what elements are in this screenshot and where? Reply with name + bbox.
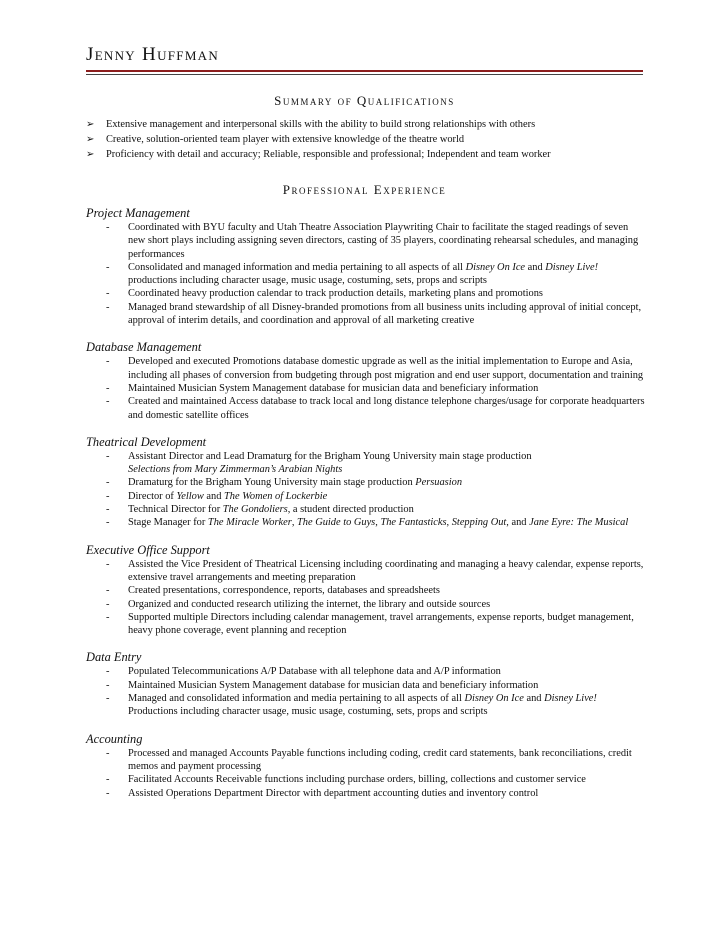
italic-title-text: Disney On Ice	[464, 693, 524, 705]
item-text: and	[525, 261, 546, 273]
item-text: Assistant Director and Lead Dramaturg for the Brigham Young University main stage production	[128, 450, 532, 462]
experience-item	[86, 787, 646, 800]
dash-bullet: -	[106, 504, 110, 516]
experience-item-list	[86, 665, 646, 718]
experience-item-list	[86, 450, 646, 530]
experience-item	[86, 490, 646, 503]
dash-bullet: -	[106, 666, 110, 678]
candidate-name: Jenny Huffman	[86, 44, 220, 65]
item-text: ,	[446, 517, 452, 529]
item-text: ,	[375, 517, 381, 529]
item-text: Created and maintained Access database to track local and long distance telephone charges/usage for corporate headquarters and domestic satellite offices	[128, 396, 645, 421]
item-text: Technical Director for	[128, 504, 223, 516]
item-text: Processed and managed Accounts Payable functions including coding, credit card statements, bank reconciliations, credit memos and payment processing	[128, 747, 632, 772]
italic-title-text: Selections from Mary Zimmerman’s Arabian Nights	[128, 464, 343, 476]
experience-item	[86, 584, 646, 597]
experience-group	[86, 732, 646, 800]
experience-group	[86, 543, 646, 638]
item-text: Created presentations, correspondence, reports, databases and spreadsheets	[128, 585, 440, 597]
experience-group	[86, 435, 646, 530]
experience-group-title: Accounting	[86, 731, 143, 746]
summary-item	[86, 132, 646, 147]
summary-list	[86, 117, 646, 162]
item-text: ,	[291, 517, 298, 529]
item-text: and	[203, 490, 225, 502]
italic-title-text: The Fantasticks	[380, 517, 447, 529]
italic-title-text: Disney Live!	[544, 693, 597, 705]
arrow-bullet-icon: ➢	[86, 149, 95, 160]
item-text: Maintained Musician System Management database for musician data and beneficiary information	[128, 382, 539, 394]
item-text: Supported multiple Directors including calendar management, travel arrangements, expense reports, budget management, heavy phone coverage, event planning and reception	[128, 611, 634, 637]
dash-bullet: -	[106, 517, 110, 529]
item-text: Productions including character usage, music usage, costuming, sets, props and scripts	[128, 706, 488, 718]
item-text: , and	[506, 517, 530, 529]
dash-bullet: -	[106, 611, 110, 623]
experience-section	[86, 206, 646, 813]
italic-title-text: The Women of Lockerbie	[224, 490, 328, 502]
item-text: Developed and executed Promotions database domestic upgrade as well as the initial implementation to Europe and Asia, including all phases of conversion from budgeting through post migration and end user support, documentation and training	[128, 356, 644, 381]
item-text: and	[523, 693, 545, 705]
italic-title-text: Disney Live!	[545, 261, 599, 273]
italic-title-text: Persuasion	[415, 477, 463, 489]
experience-item	[86, 476, 646, 489]
italic-title-text: The Gondoliers	[222, 504, 288, 516]
italic-title-text: The Miracle Worker	[207, 517, 292, 529]
dash-bullet: -	[106, 382, 110, 394]
experience-item	[86, 301, 646, 328]
experience-group-title: Theatrical Development	[86, 434, 207, 449]
dash-bullet: -	[106, 693, 110, 705]
item-text: , a student directed production	[287, 504, 414, 516]
arrow-bullet-icon: ➢	[86, 134, 95, 145]
experience-item-list	[86, 355, 646, 421]
experience-item	[86, 679, 646, 692]
item-text: Consolidated and managed information and media pertaining to all aspects of all	[128, 261, 466, 273]
experience-item	[86, 598, 646, 611]
item-text: Maintained Musician System Management database for musician data and beneficiary information	[128, 679, 539, 691]
experience-group	[86, 340, 646, 421]
dash-bullet: -	[106, 747, 110, 759]
item-text: Coordinated heavy production calendar to track production details, marketing plans and promotions	[128, 288, 543, 300]
header-rule-dark	[86, 74, 643, 75]
italic-title-text: Yellow	[176, 490, 204, 502]
item-text: Organized and conducted research utilizing the internet, the library and outside sources	[128, 598, 491, 610]
experience-item	[86, 261, 646, 288]
item-text: Director of	[128, 490, 177, 502]
dash-bullet: -	[106, 585, 110, 597]
experience-item	[86, 516, 646, 529]
header-rule-red	[86, 70, 643, 72]
dash-bullet: -	[106, 477, 110, 489]
experience-item	[86, 692, 646, 719]
experience-group	[86, 650, 646, 718]
dash-bullet: -	[106, 261, 110, 273]
experience-item	[86, 395, 646, 422]
item-text: Managed and consolidated information and media pertaining to all aspects of all	[128, 693, 465, 705]
item-text: Stage Manager for	[128, 517, 208, 529]
italic-title-text: Jane Eyre: The Musical	[529, 517, 629, 529]
item-text: Managed brand stewardship of all Disney-branded promotions from all business units including approval of initial concept, approval of interim details, and coordination and approval of all marketing creative	[128, 301, 642, 327]
summary-item	[86, 117, 646, 132]
item-text: Assisted Operations Department Director with department accounting duties and inventory control	[128, 787, 539, 799]
experience-title: Professional Experience	[282, 182, 447, 197]
experience-item	[86, 503, 646, 516]
experience-group-title: Project Management	[86, 206, 190, 220]
experience-group	[86, 206, 646, 327]
italic-title-text: Disney On Ice	[465, 261, 526, 273]
summary-item-text: Creative, solution-oriented team player with extensive knowledge of the theatre world	[106, 134, 465, 145]
experience-group-title: Database Management	[86, 340, 202, 355]
experience-item	[86, 611, 646, 638]
item-text: Facilitated Accounts Receivable functions including purchase orders, billing, collections and customer service	[128, 774, 586, 786]
dash-bullet: -	[106, 598, 110, 610]
italic-title-text: The Guide to Guys	[297, 517, 376, 529]
item-text: Coordinated with BYU faculty and Utah Theatre Association Playwriting Chair to facilitate the staged readings of seven new short plays including assigning seven directors, casting of 35 players, coordinating rehearsal schedules, and managing performances	[128, 222, 639, 260]
dash-bullet: -	[106, 396, 110, 408]
experience-item	[86, 355, 646, 382]
dash-bullet: -	[106, 558, 110, 570]
arrow-bullet-icon: ➢	[86, 119, 95, 130]
dash-bullet: -	[106, 356, 110, 368]
experience-item	[86, 747, 646, 774]
item-text: Assisted the Vice President of Theatrical Licensing including coordinating and managing a heavy calendar, expense reports, extensive travel arrangements and meeting preparation	[128, 558, 644, 583]
dash-bullet: -	[106, 490, 110, 502]
summary-item-text: Proficiency with detail and accuracy; Reliable, responsible and professional; Independent and team worker	[106, 149, 551, 160]
dash-bullet: -	[106, 301, 110, 313]
item-text: Populated Telecommunications A/P Database with all telephone data and A/P information	[128, 666, 501, 678]
dash-bullet: -	[106, 679, 110, 691]
experience-group-title: Data Entry	[86, 650, 142, 665]
experience-item	[86, 773, 646, 786]
experience-item	[86, 558, 646, 585]
experience-item	[86, 665, 646, 678]
dash-bullet: -	[106, 787, 110, 799]
experience-item-list	[86, 747, 646, 800]
item-text: productions including character usage, music usage, costuming, sets, props and scripts	[128, 275, 487, 287]
italic-title-text: Stepping Out	[451, 517, 507, 529]
experience-item	[86, 287, 646, 300]
experience-item	[86, 450, 646, 477]
summary-title: Summary of Qualifications	[274, 93, 455, 108]
dash-bullet: -	[106, 222, 110, 233]
experience-item-list	[86, 221, 646, 327]
experience-item	[86, 221, 646, 261]
dash-bullet: -	[106, 450, 110, 462]
item-text: Dramaturg for the Brigham Young University main stage production	[128, 477, 416, 489]
experience-group-title: Executive Office Support	[86, 542, 210, 557]
summary-item-text: Extensive management and interpersonal skills with the ability to build strong relationships with others	[106, 119, 536, 130]
experience-item-list	[86, 558, 646, 638]
dash-bullet: -	[106, 288, 110, 300]
experience-item	[86, 382, 646, 395]
dash-bullet: -	[106, 774, 110, 786]
summary-item	[86, 147, 646, 162]
